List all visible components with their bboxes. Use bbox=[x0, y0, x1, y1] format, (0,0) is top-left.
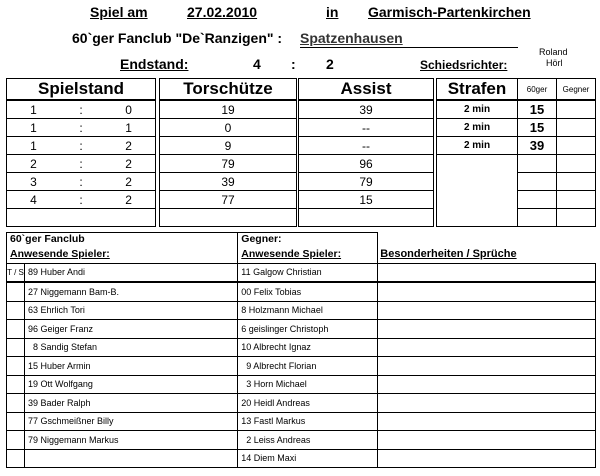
scorer-number: 77 bbox=[160, 191, 297, 209]
score-table bbox=[6, 78, 156, 227]
score-separator: : bbox=[60, 137, 102, 155]
notes-cell bbox=[378, 412, 596, 431]
penalty-col-opponent: Gegner bbox=[557, 79, 596, 101]
final-score-away: 2 bbox=[326, 56, 334, 72]
score-away: 0 bbox=[102, 100, 155, 119]
score-separator: : bbox=[60, 155, 102, 173]
scorer-number: 9 bbox=[160, 137, 297, 155]
home-player: 89 Huber Andi bbox=[25, 263, 238, 282]
away-player: 3 Horn Michael bbox=[238, 375, 378, 394]
table-row bbox=[7, 449, 596, 468]
fanclub-label: 60`ger Fanclub "De`Ranzigen" : bbox=[72, 30, 283, 46]
table-row bbox=[160, 119, 297, 137]
home-player: 8 Sandig Stefan bbox=[25, 338, 238, 357]
score-separator: : bbox=[60, 100, 102, 119]
penalty-player-opponent bbox=[557, 100, 596, 119]
home-player: 79 Niggemann Markus bbox=[25, 431, 238, 450]
notes-cell bbox=[378, 357, 596, 376]
penalty-player-60ger: 39 bbox=[518, 137, 557, 155]
notes-cell bbox=[378, 320, 596, 339]
home-player: 63 Ehrlich Tori bbox=[25, 301, 238, 320]
penalty-player-opponent bbox=[557, 119, 596, 137]
penalty-col-60ger: 60ger bbox=[518, 79, 557, 101]
table-row bbox=[160, 137, 297, 155]
away-player: 14 Diem Maxi bbox=[238, 449, 378, 468]
table-row bbox=[437, 137, 596, 155]
away-player: 20 Heidl Andreas bbox=[238, 394, 378, 413]
score-home: 1 bbox=[7, 100, 60, 119]
scorer-number: 79 bbox=[160, 155, 297, 173]
home-player: 96 Geiger Franz bbox=[25, 320, 238, 339]
assist-table-header: Assist bbox=[299, 79, 434, 101]
table-row-empty bbox=[437, 209, 596, 227]
notes-cell bbox=[378, 338, 596, 357]
table-row bbox=[7, 431, 596, 450]
home-player: 77 Gschmeißner Billy bbox=[25, 412, 238, 431]
home-player: 19 Ott Wolfgang bbox=[25, 375, 238, 394]
score-home: 4 bbox=[7, 191, 60, 209]
table-row bbox=[7, 263, 596, 282]
table-row bbox=[299, 191, 434, 209]
home-player bbox=[25, 449, 238, 468]
scorer-number: 19 bbox=[160, 100, 297, 119]
away-lineup-subtitle: Anwesende Spieler: bbox=[238, 245, 378, 263]
table-row bbox=[7, 137, 156, 155]
table-row-empty bbox=[299, 209, 434, 227]
away-player: 2 Leiss Andreas bbox=[238, 431, 378, 450]
score-home: 2 bbox=[7, 155, 60, 173]
table-row bbox=[299, 100, 434, 119]
table-row bbox=[7, 119, 156, 137]
table-row bbox=[7, 191, 156, 209]
scorer-table-header: Torschütze bbox=[160, 79, 297, 101]
penalty-table-header: Strafen bbox=[437, 79, 518, 101]
notes-cell bbox=[378, 394, 596, 413]
table-row bbox=[7, 100, 156, 119]
score-away: 1 bbox=[102, 119, 155, 137]
assist-number: 15 bbox=[299, 191, 434, 209]
penalty-table bbox=[436, 78, 596, 227]
scorer-number: 0 bbox=[160, 119, 297, 137]
table-row bbox=[7, 320, 596, 339]
score-separator: : bbox=[60, 173, 102, 191]
table-row bbox=[299, 137, 434, 155]
score-home: 1 bbox=[7, 137, 60, 155]
notes-cell bbox=[378, 449, 596, 468]
opponent-underline bbox=[300, 47, 518, 48]
notes-cell bbox=[378, 263, 596, 282]
table-row bbox=[299, 119, 434, 137]
assist-number: -- bbox=[299, 137, 434, 155]
table-row-empty bbox=[160, 209, 297, 227]
away-player: 10 Albrecht Ignaz bbox=[238, 338, 378, 357]
score-table-header: Spielstand bbox=[7, 79, 156, 101]
assist-number: 39 bbox=[299, 100, 434, 119]
penalty-player-60ger: 15 bbox=[518, 119, 557, 137]
away-player: 8 Holzmann Michael bbox=[238, 301, 378, 320]
ts-label: T / S bbox=[7, 263, 25, 282]
away-player: 00 Felix Tobias bbox=[238, 282, 378, 301]
score-home: 3 bbox=[7, 173, 60, 191]
table-row bbox=[160, 173, 297, 191]
notes-label: Besonderheiten / Sprüche bbox=[378, 245, 596, 263]
table-row bbox=[7, 282, 596, 301]
away-player: 11 Galgow Christian bbox=[238, 263, 378, 282]
location-label: in bbox=[326, 4, 339, 20]
table-row-empty bbox=[7, 209, 156, 227]
penalty-player-60ger: 15 bbox=[518, 100, 557, 119]
referee-last-name: Hörl bbox=[546, 58, 563, 68]
table-row bbox=[7, 173, 156, 191]
score-away: 2 bbox=[102, 155, 155, 173]
assist-number: -- bbox=[299, 119, 434, 137]
away-player: 6 geislinger Christoph bbox=[238, 320, 378, 339]
home-lineup-subtitle: Anwesende Spieler: bbox=[7, 245, 238, 263]
location: Garmisch-Partenkirchen bbox=[368, 4, 531, 20]
final-score-home: 4 bbox=[253, 56, 261, 72]
score-separator: : bbox=[60, 119, 102, 137]
penalty-time: 2 min bbox=[437, 119, 518, 137]
referee-first-name: Roland bbox=[539, 47, 568, 57]
table-row bbox=[299, 173, 434, 191]
table-row bbox=[7, 301, 596, 320]
scorer-table bbox=[159, 78, 297, 227]
score-away: 2 bbox=[102, 173, 155, 191]
home-player: 39 Bader Ralph bbox=[25, 394, 238, 413]
opponent-name: Spatzenhausen bbox=[300, 30, 403, 46]
table-row bbox=[7, 155, 156, 173]
table-row bbox=[7, 375, 596, 394]
notes-cell bbox=[378, 431, 596, 450]
score-separator: : bbox=[60, 191, 102, 209]
table-row bbox=[437, 119, 596, 137]
assist-number: 79 bbox=[299, 173, 434, 191]
score-away: 2 bbox=[102, 191, 155, 209]
assist-number: 96 bbox=[299, 155, 434, 173]
penalty-time: 2 min bbox=[437, 137, 518, 155]
away-player: 9 Albrecht Florian bbox=[238, 357, 378, 376]
home-player: 15 Huber Armin bbox=[25, 357, 238, 376]
score-away: 2 bbox=[102, 137, 155, 155]
notes-cell bbox=[378, 301, 596, 320]
game-date-label: Spiel am bbox=[90, 4, 148, 20]
table-row bbox=[437, 100, 596, 119]
referee-label: Schiedsrichter: bbox=[420, 58, 508, 72]
table-row-empty bbox=[437, 155, 596, 173]
scorer-number: 39 bbox=[160, 173, 297, 191]
table-row bbox=[160, 100, 297, 119]
lineup-table bbox=[6, 232, 596, 468]
table-row bbox=[7, 357, 596, 376]
table-row bbox=[160, 191, 297, 209]
table-row bbox=[7, 412, 596, 431]
away-lineup-title: Gegner: bbox=[238, 233, 378, 246]
score-home: 1 bbox=[7, 119, 60, 137]
table-row bbox=[7, 394, 596, 413]
table-row-empty bbox=[437, 173, 596, 191]
table-row bbox=[160, 155, 297, 173]
table-row bbox=[7, 338, 596, 357]
final-score-label: Endstand: bbox=[120, 56, 189, 72]
table-row-empty bbox=[437, 191, 596, 209]
away-player: 13 Fastl Markus bbox=[238, 412, 378, 431]
penalty-time: 2 min bbox=[437, 100, 518, 119]
home-player: 27 Niggemann Bam-B. bbox=[25, 282, 238, 301]
home-lineup-title: 60`ger Fanclub bbox=[7, 233, 238, 246]
final-score-separator: : bbox=[291, 56, 296, 72]
penalty-player-opponent bbox=[557, 137, 596, 155]
game-date: 27.02.2010 bbox=[187, 4, 258, 20]
notes-cell bbox=[378, 282, 596, 301]
notes-cell bbox=[378, 375, 596, 394]
assist-table bbox=[298, 78, 434, 227]
table-row bbox=[299, 155, 434, 173]
